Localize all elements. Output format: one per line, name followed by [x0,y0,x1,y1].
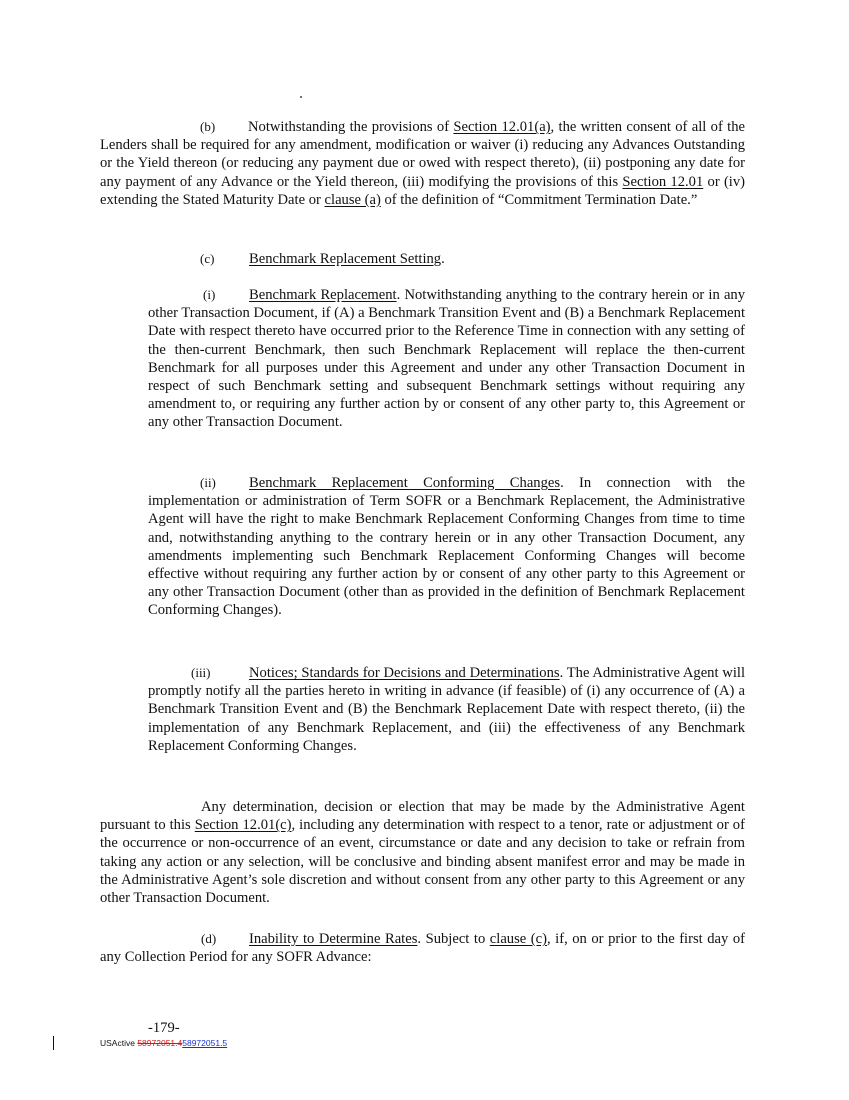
paragraph-d: (d) Inability to Determine Rates. Subject to clause (c), if, on or prior to the first day of any Collection Period for any SOFR Advance: [100,931,745,966]
stray-mark [300,96,302,98]
paragraph-c-ii-label: (ii) [200,475,216,490]
document-id: USActive 58972051.458972051.5 [100,1038,228,1048]
paragraph-d-label: (d) [201,931,217,946]
paragraph-c-i: (i) Benchmark Replacement. Notwithstanding anything to the contrary herein or in any other Transaction Document, if (A) a Benchmark Transition Event and (B) a Benchmark Replacement Date with respect thereto have occurred prior to the Reference Time in connection with any setting of the then-current Benchmark, then such Benchmark Replacement will replace the then-current Benchmark for all purposes under this Agreement and under any other Transaction Document in respect of such Benchmark setting and subsequent Benchmark settings without requiring any amendment to, or requiring any further action by or consent of any other party to, this Agreement or any other Transaction Document. [148,287,746,431]
paragraph-c-i-label: (i) [203,287,216,302]
section-ref-12-01-a: Section 12.01(a) [453,119,551,135]
paragraph-b: (b) Notwithstanding the provisions of Section 12.01(a), the written consent of all of the Lenders shall be required for any amendment, modification or waiver (i) reducing any Advances Outstanding or the Yield thereon (or reducing any payment due or owed with respect thereto), (ii) postponing any date for any payment of any Advance or the Yield thereon, (iii) modifying the provisions of this Section 12.01 or (iv) extending the Stated Maturity Date or clause (a) of the definition of “Commitment Termination Date.” [100,119,746,208]
clause-ref-c: clause (c) [489,931,547,947]
paragraph-b-label: (b) [200,119,216,134]
notices-standards-title: Notices; Standards for Decisions and Determinations [249,665,560,681]
benchmark-replacement-title: Benchmark Replacement [249,287,397,303]
paragraph-c-ii: (ii) Benchmark Replacement Conforming Changes. In connection with the implementation or administration of Term SOFR or a Benchmark Replacement, the Administrative Agent will have the right to make Benchmark Replacement Conforming Changes from time to time and, notwithstanding anything to the contrary herein or in any other Transaction Document, any amendments implementing such Benchmark Replacement Conforming Changes will become effective without requiring any further action by or consent of any other party to this Agreement or any other Transaction Document (other than as provided in the definition of Benchmark Replacement Conforming Changes). [148,475,746,619]
paragraph-determination: Any determination, decision or election that may be made by the Administrative Agent pursuant to this Section 12.01(c), including any determination with respect to a tenor, rate or adjustment or of the occurrence or non-occurrence of an event, circumstance or date and any decision to take or refrain from taking any action or any selection, will be conclusive and binding absent manifest error and may be made in the Administrative Agent’s sole discretion and without consent from any other party to this Agreement or any other Transaction Document. [100,799,745,907]
paragraph-c-iii: (iii) Notices; Standards for Decisions and Determinations. The Administrative Agent will promptly notify all the parties hereto in writing in advance (if feasible) of (i) any occurrence of (A) a Benchmark Transition Event and (B) the Benchmark Replacement Date with respect thereto, (ii) the implementation of any Benchmark Replacement, and (iii) the effectiveness of any Benchmark Replacement Conforming Changes. [148,665,745,754]
paragraph-c-label: (c) [200,251,215,266]
section-ref-12-01-c: Section 12.01(c) [194,817,292,834]
page-number: -179- [148,1020,180,1036]
clause-ref-a: clause (a) [324,191,381,208]
conforming-changes-title: Benchmark Replacement Conforming Changes [249,475,561,491]
benchmark-replacement-setting-title: Benchmark Replacement Setting [249,251,442,267]
inserted-doc-id: 58972051.5 [182,1038,228,1048]
section-ref-12-01: Section 12.01 [622,173,704,190]
change-bar [53,1036,54,1050]
paragraph-c-heading: (c) Benchmark Replacement Setting. [200,251,445,267]
deleted-doc-id: 58972051.4 [137,1038,183,1048]
inability-to-determine-rates-title: Inability to Determine Rates [249,931,418,947]
paragraph-c-iii-label: (iii) [191,665,211,680]
